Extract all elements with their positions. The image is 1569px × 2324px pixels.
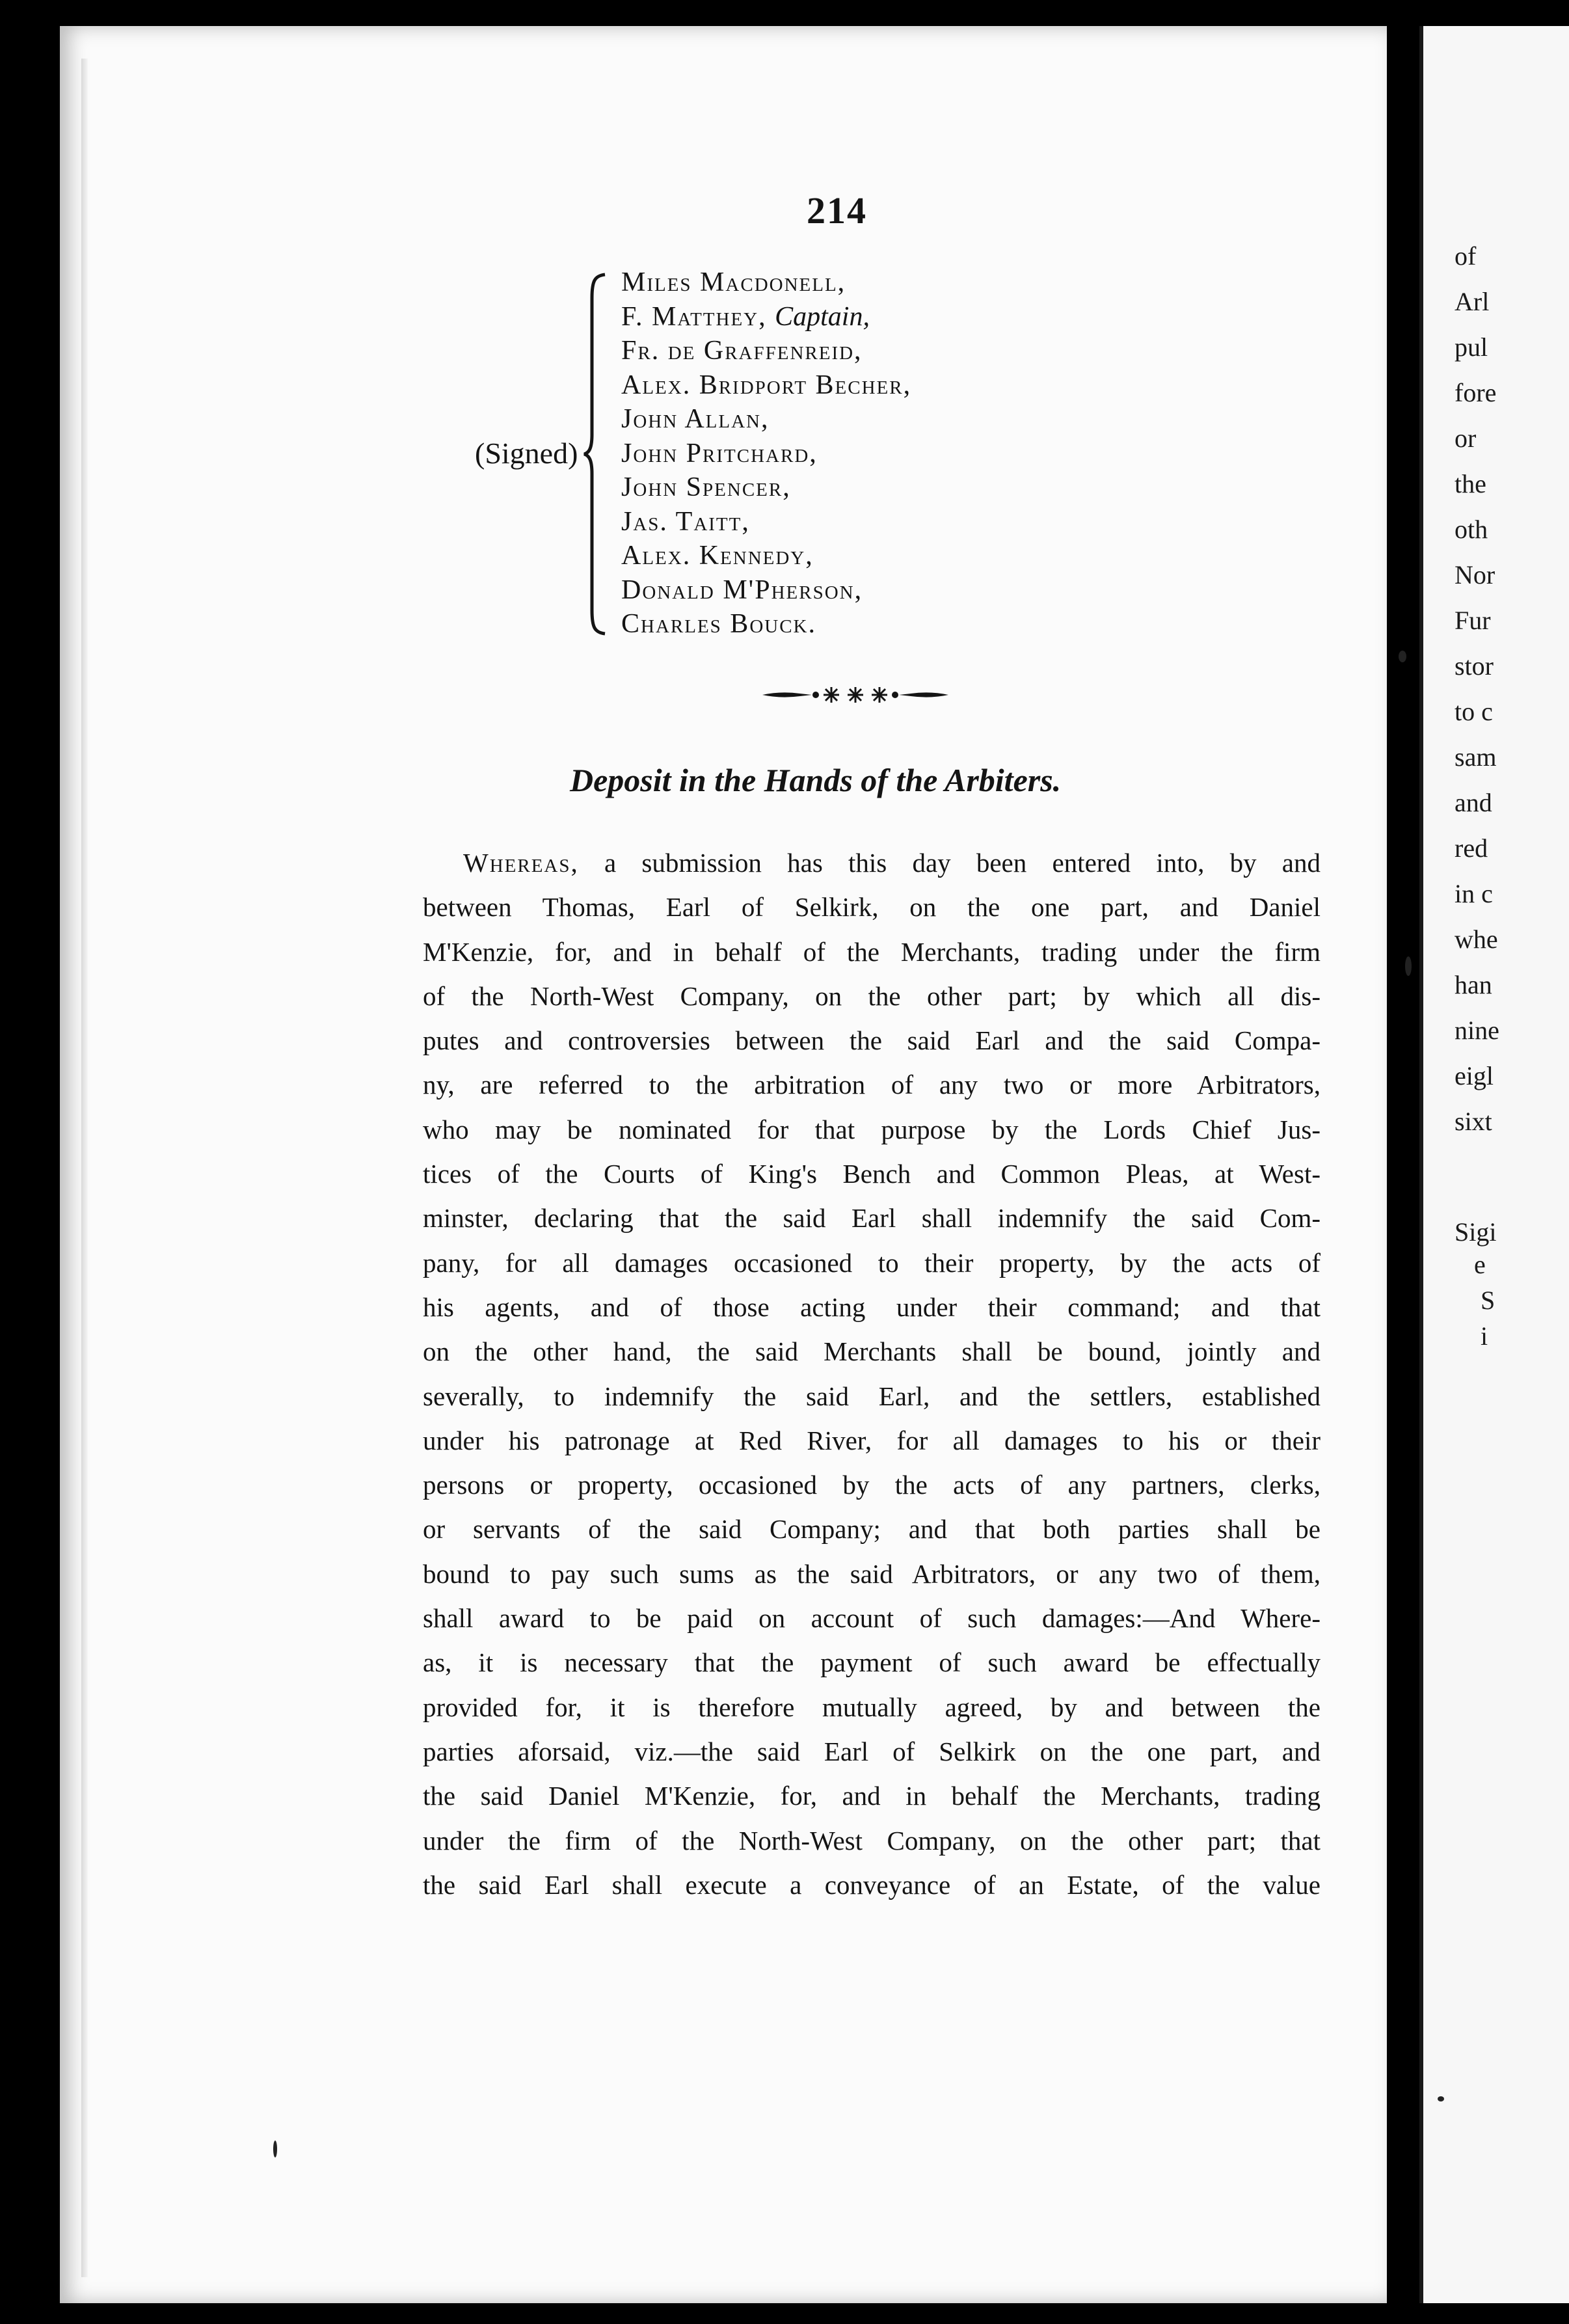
body-line-text: between Thomas, Earl of Selkirk, on the one part, and Daniel	[423, 892, 1321, 923]
scan-speck	[1399, 651, 1406, 662]
signatory-name-text: F. Matthey,	[621, 301, 775, 332]
adjacent-page-fragment: nine	[1455, 1016, 1499, 1045]
signatory-name	[621, 607, 911, 642]
signatory-name-text: Donald M'Pherson,	[621, 574, 863, 605]
body-line	[423, 1685, 1321, 1729]
signatory-name	[621, 368, 911, 403]
body-line-text: ny, are referred to the arbitration of any two or more Arbitrators,	[423, 1070, 1321, 1100]
signatory-name	[621, 539, 911, 573]
body-paragraph	[423, 841, 1321, 1907]
body-line	[423, 1285, 1321, 1329]
body-line	[423, 841, 1321, 885]
body-line	[423, 1062, 1321, 1107]
body-line	[423, 885, 1321, 929]
body-line-text: persons or property, occasioned by the acts of any partners, clerks,	[423, 1470, 1321, 1500]
body-line-text: parties aforsaid, viz.—the said Earl of Selkirk on the one part, and	[423, 1736, 1321, 1766]
opening-word: Whereas,	[463, 848, 579, 878]
signatory-name-text: Alex. Kennedy,	[621, 541, 814, 571]
body-line	[423, 1196, 1321, 1240]
body-line	[423, 1374, 1321, 1418]
body-line	[423, 1818, 1321, 1863]
body-line	[423, 1729, 1321, 1774]
adjacent-page-fragment: i	[1481, 1321, 1488, 1351]
signatory-name	[621, 437, 911, 471]
adjacent-page-fragment: the	[1455, 469, 1486, 498]
body-line-text: as, it is necessary that the payment of such award be effectually	[423, 1647, 1321, 1678]
signatory-name-text: Miles Macdonell,	[621, 267, 846, 297]
body-line	[423, 1018, 1321, 1062]
body-line	[423, 1463, 1321, 1507]
body-line	[423, 1507, 1321, 1551]
body-line	[423, 1552, 1321, 1596]
signatory-name	[621, 300, 911, 334]
page-gutter-edge	[81, 59, 88, 2277]
signed-label: (Signed)	[475, 437, 578, 470]
body-line-text: bound to pay such sums as the said Arbitrators, or any two of them,	[423, 1558, 1321, 1589]
signatory-name	[621, 505, 911, 539]
left-brace-icon	[583, 272, 609, 636]
adjacent-page-fragment: and	[1455, 788, 1492, 817]
body-line	[423, 1152, 1321, 1196]
signatory-name	[621, 573, 911, 608]
body-line-text: putes and controversies between the said Earl and the said Compa-	[423, 1025, 1321, 1056]
body-line	[423, 1863, 1321, 1907]
adjacent-page-fragment: sixt	[1455, 1107, 1492, 1136]
scan-speck	[1405, 956, 1412, 976]
adjacent-page-fragment: of	[1455, 241, 1477, 271]
signatory-name-text: John Pritchard,	[621, 438, 818, 468]
signatory-name	[621, 334, 911, 368]
body-line	[423, 1640, 1321, 1684]
signatory-name-text: Alex. Bridport Becher,	[621, 370, 912, 400]
adjacent-page-fragment: stor	[1455, 651, 1494, 681]
body-line-text: under his patronage at Red River, for all damages to his or their	[423, 1425, 1321, 1455]
adjacent-page-fragment: oth	[1455, 515, 1488, 544]
adjacent-page-fragment: han	[1455, 970, 1492, 999]
adjacent-page-fragment: Arl	[1455, 287, 1490, 316]
body-line-text: pany, for all damages occasioned to their property, by the acts of	[423, 1247, 1321, 1278]
adjacent-page-fragment: whe	[1455, 925, 1498, 954]
ornament-divider-icon	[761, 682, 950, 708]
adjacent-page-fragment: red	[1455, 833, 1488, 863]
adjacent-page-strip	[1419, 26, 1569, 2303]
signatory-name-text: Fr. de Graffenreid,	[621, 336, 863, 366]
body-line-text: minster, declaring that the said Earl shall indemnify the said Com-	[423, 1203, 1321, 1234]
scan-speck	[1438, 2096, 1444, 2101]
body-line	[423, 1241, 1321, 1285]
adjacent-page-fragment: sam	[1455, 742, 1497, 772]
section-heading: Deposit in the Hands of the Arbiters.	[570, 762, 1062, 798]
signatory-name	[621, 470, 911, 505]
body-line-text: his agents, and of those acting under their command; and that	[423, 1291, 1321, 1322]
scan-speck	[273, 2141, 277, 2157]
adjacent-page-fragment: or	[1455, 424, 1477, 453]
adjacent-page-fragment: pul	[1455, 332, 1488, 362]
body-line-text: provided for, it is therefore mutually agreed, by and between the	[423, 1692, 1321, 1722]
body-line-text: a submission has this day been entered into, by and	[578, 848, 1321, 878]
body-line	[423, 930, 1321, 974]
body-line-text: who may be nominated for that purpose by the Lords Chief Jus-	[423, 1114, 1321, 1144]
body-line-text: the said Earl shall execute a conveyance of an Estate, of the value	[423, 1869, 1321, 1900]
body-line	[423, 1774, 1321, 1818]
body-line-text: of the North-West Company, on the other part; by which all dis-	[423, 980, 1321, 1011]
body-line-text: on the other hand, the said Merchants shall be bound, jointly and	[423, 1336, 1321, 1367]
body-line-text: the said Daniel M'Kenzie, for, and in behalf the Merchants, trading	[423, 1781, 1321, 1811]
body-line-text: severally, to indemnify the said Earl, and the settlers, established	[423, 1381, 1321, 1411]
page-number: 214	[807, 189, 867, 232]
body-line	[423, 1596, 1321, 1640]
body-line	[423, 974, 1321, 1018]
signatory-name-text: John Spencer,	[621, 472, 791, 502]
signatory-name-text: Jas. Taitt,	[621, 506, 750, 537]
adjacent-page-fragment: to c	[1455, 697, 1493, 726]
body-line	[423, 1329, 1321, 1373]
body-line	[423, 1107, 1321, 1152]
adjacent-page-fragment: in c	[1455, 879, 1493, 908]
body-line-text: under the firm of the North-West Company, on the other part; that	[423, 1825, 1321, 1856]
adjacent-page-fragment: fore	[1455, 378, 1497, 407]
adjacent-page-fragment: Nor	[1455, 560, 1495, 589]
signatory-title: Captain,	[775, 301, 870, 332]
signatory-name	[621, 265, 911, 300]
adjacent-page-fragment: Fur	[1455, 606, 1491, 635]
signatory-list	[621, 265, 911, 642]
adjacent-page-fragment: Sigi	[1455, 1217, 1497, 1247]
signatory-name-text: Charles Bouck.	[621, 609, 816, 639]
body-line-text: or servants of the said Company; and that both parties shall be	[423, 1514, 1321, 1545]
adjacent-page-fragment: e	[1474, 1250, 1486, 1279]
body-line-text: tices of the Courts of King's Bench and Common Pleas, at West-	[423, 1159, 1321, 1189]
body-line	[423, 1418, 1321, 1463]
signatory-name-text: John Allan,	[621, 404, 770, 434]
adjacent-page-fragment: eigl	[1455, 1061, 1494, 1090]
signatory-name	[621, 402, 911, 437]
body-line-text: shall award to be paid on account of such damages:—And Where-	[423, 1603, 1321, 1634]
adjacent-page-fragment: S	[1481, 1286, 1495, 1315]
body-line-text: M'Kenzie, for, and in behalf of the Merchants, trading under the firm	[423, 936, 1321, 967]
